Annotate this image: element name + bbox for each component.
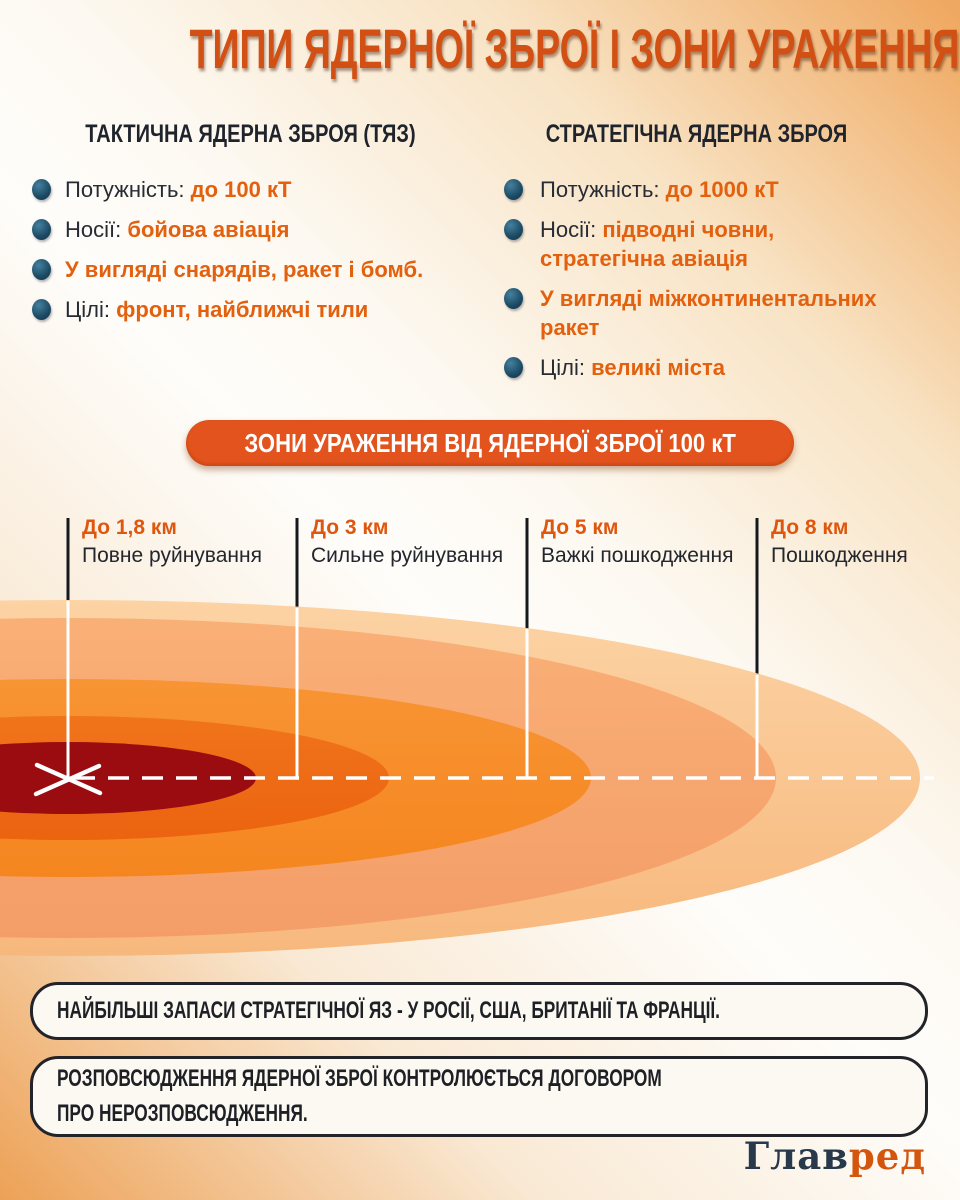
tactical-heading: ТАКТИЧНА ЯДЕРНА ЗБРОЯ (ТЯЗ) [84,120,416,148]
zone-distance: До 5 км [541,516,619,539]
bullet-value: підводні човни, стратегічна авіація [540,217,775,272]
bullet-value: до 100 кТ [190,177,292,202]
note-treaty-line2: ПРО НЕРОЗПОВСЮДЖЕННЯ. [57,1099,308,1127]
bullet-value: великі міста [591,355,725,381]
logo-text-dark: Глав [743,1134,849,1178]
bullet-label: Носії: [65,217,128,243]
zone-label-4 [771,516,908,568]
bullet-value: бойова авіація [127,217,290,243]
zone-label-1 [82,516,262,568]
zone-label-2 [311,516,503,568]
note-stockpiles [30,982,928,1040]
zone-label-3 [541,516,734,568]
bullet-value: фронт, найближчі тили [116,297,369,323]
page-title-text: ТИПИ ЯДЕРНОЇ ЗБРОЇ І ЗОНИ УРАЖЕННЯ [189,17,960,80]
bullet-label: Потужність: [65,177,191,202]
note-treaty [30,1056,928,1137]
bullet-label: Потужність: [540,177,666,202]
zone-distance: До 1,8 км [82,516,177,539]
zone-description: Повне руйнування [82,544,262,567]
zone-description: Пошкодження [771,544,908,567]
bullet-value: У вигляді снарядів, ракет і бомб. [65,257,424,283]
zone-description: Сильне руйнування [311,544,504,567]
bullet-value: до 1000 кТ [665,177,779,202]
glavred-logo [744,1134,926,1178]
bullet-value: У вигляді міжконтинентальних ракет [540,286,877,341]
bullet-label: Носії: [540,217,603,243]
note-treaty-line1: РОЗПОВСЮДЖЕННЯ ЯДЕРНОЇ ЗБРОЇ КОНТРОЛЮЄТЬСЯ ДОГОВОРОМ [57,1064,662,1092]
zone-distance: До 8 км [771,516,849,539]
zone-distance: До 3 км [311,516,389,539]
logo-text-orange: ред [848,1134,926,1178]
strategic-heading: СТРАТЕГІЧНА ЯДЕРНА ЗБРОЯ [545,120,847,148]
zones-badge-text: ЗОНИ УРАЖЕННЯ ВІД ЯДЕРНОЇ ЗБРОЇ 100 кТ [244,427,736,458]
bullet-label: Цілі: [540,355,592,381]
note-stockpiles-text: НАЙБІЛЬШІ ЗАПАСИ СТРАТЕГІЧНОЇ ЯЗ - У РОСІЇ, США, БРИТАНІЇ ТА ФРАНЦІЇ. [57,996,720,1024]
zone-description: Важкі пошкодження [541,544,734,567]
bullet-label: Цілі: [65,297,117,323]
